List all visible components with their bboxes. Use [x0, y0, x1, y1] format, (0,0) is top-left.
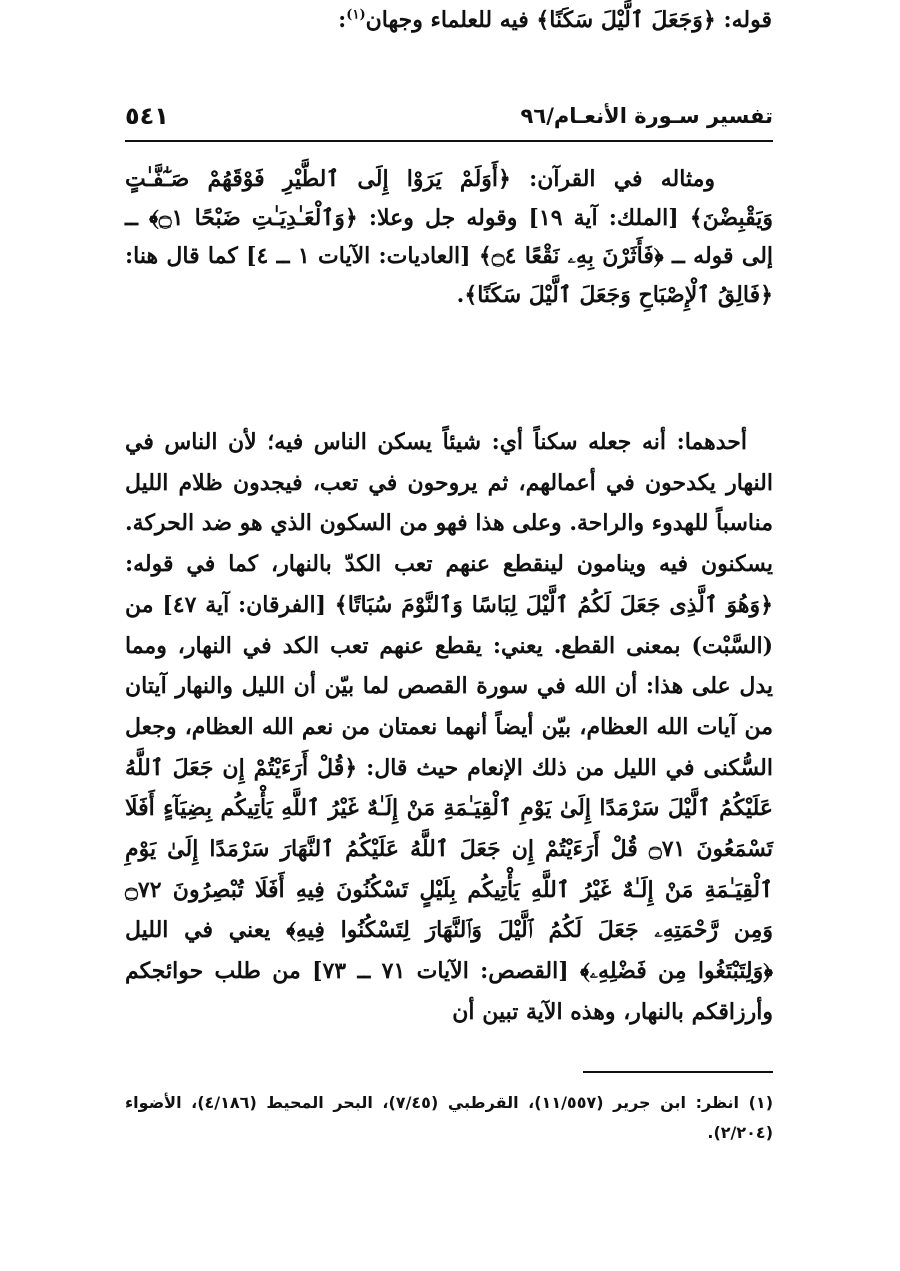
heading-prefix: قوله: [715, 7, 772, 33]
heading-line [338, 0, 772, 40]
page-number: ٥٤١ [125, 102, 169, 130]
running-title: تفسير سـورة الأنعـام/٩٦ [520, 104, 773, 128]
footnote-1: (١) انظر: ابن جرير (١١/٥٥٧)، القرطبي (٧/٤٥)، البحر المحيط (٤/١٨٦)، الأضواء (٢/٢٠٤). [125, 1093, 773, 1142]
heading-suffix: فيه للعلماء وجهان [365, 7, 537, 33]
heading-verse: ﴿وَجَعَلَ ٱلَّيْلَ سَكَنًا﴾ [536, 7, 716, 33]
page-header [125, 100, 773, 142]
body-text: أحدهما: أنه جعله سكناً أي: شيئاً يسكن الناس فيه؛ لأن الناس في النهار يكدحون في أعمالهم، ثم يروحون في تعب، فيجدون ظلام الليل مناسباً للهدوء والراحة. وعلى هذا فهو من السكون الذي هو ضد الحركة. يسكنون فيه وينامون لينقطع عنهم تعب الكدّ بالنهار، كما في قوله: ﴿وَهُوَ ٱلَّذِى جَعَلَ لَكُمُ ٱلَّيْلَ لِبَاسًا وَٱلنَّوْمَ سُبَاتًا﴾ [الفرقان: آية ٤٧] من (السَّبْت) بمعنى القطع. يعني: يقطع عنهم تعب الكد في النهار، ومما يدل على هذا: أن الله في سورة القصص لما بيّن أن الليل والنهار آيتان من آيات الله العظام، بيّن أيضاً أنهما نعمتان من نعم الله العظام، وجعل السُّكنى في الليل من ذلك الإنعام حيث قال: ﴿قُلْ أَرَءَيْتُمْ إِن جَعَلَ ٱللَّهُ عَلَيْكُمُ ٱلَّيْلَ سَرْمَدًا إِلَىٰ يَوْمِ ٱلْقِيَـٰمَةِ مَنْ إِلَـٰهٌ غَيْرُ ٱللَّهِ يَأْتِيكُم بِضِيَآءٍ أَفَلَا تَسْمَعُونَ ۝٧١ قُلْ أَرَءَيْتُمْ إِن جَعَلَ ٱللَّهُ عَلَيْكُمُ ٱلنَّهَارَ سَرْمَدًا إِلَىٰ يَوْمِ ٱلْقِيَـٰمَةِ مَنْ إِلَـٰهٌ غَيْرُ ٱللَّهِ يَأْتِيكُم بِلَيْلٍ تَسْكُنُونَ فِيهِ أَفَلَا تُبْصِرُونَ ۝٧٢ وَمِن رَّحْمَتِهِۦ جَعَلَ لَكُمُ ٱلَّيْلَ وَٱلنَّهَارَ لِتَسْكُنُوا فِيهِ﴾ يعني في الليل ﴿وَلِتَبْتَغُوا مِن فَضْلِهِۦ﴾ [القصص: الآيات ٧١ ــ ٧٣] من طلب حوائجكم وأرزاقكم بالنهار، وهذه الآية تبين أن [125, 429, 774, 1025]
intro-paragraph [125, 160, 773, 314]
intro-text: ومثاله في القرآن: ﴿أَوَلَمْ يَرَوْا إِلَى ٱلطَّيْرِ فَوْقَهُمْ صَـٰٓفَّـٰتٍ وَيَقْبِضْنَ﴾ [الملك: آية ١٩] وقوله جل وعلا: ﴿وَٱلْعَـٰدِيَـٰتِ ضَبْحًا ۝١﴾ ــ إلى قوله ــ ﴿فَأَثَرْنَ بِهِۦ نَقْعًا ۝٤﴾ [العاديات: الآيات ١ ــ ٤] كما قال هنا: ﴿فَالِقُ ٱلْإِصْبَاحِ وَجَعَلَ ٱلَّيْلَ سَكَنًا﴾. [125, 166, 774, 308]
body-paragraph [125, 422, 773, 1033]
footnote-divider [583, 1071, 773, 1073]
footnotes [125, 1088, 773, 1148]
heading-colon: : [338, 7, 347, 33]
footnote-ref-1[interactable]: (١) [346, 7, 366, 23]
section-heading [252, 0, 900, 40]
